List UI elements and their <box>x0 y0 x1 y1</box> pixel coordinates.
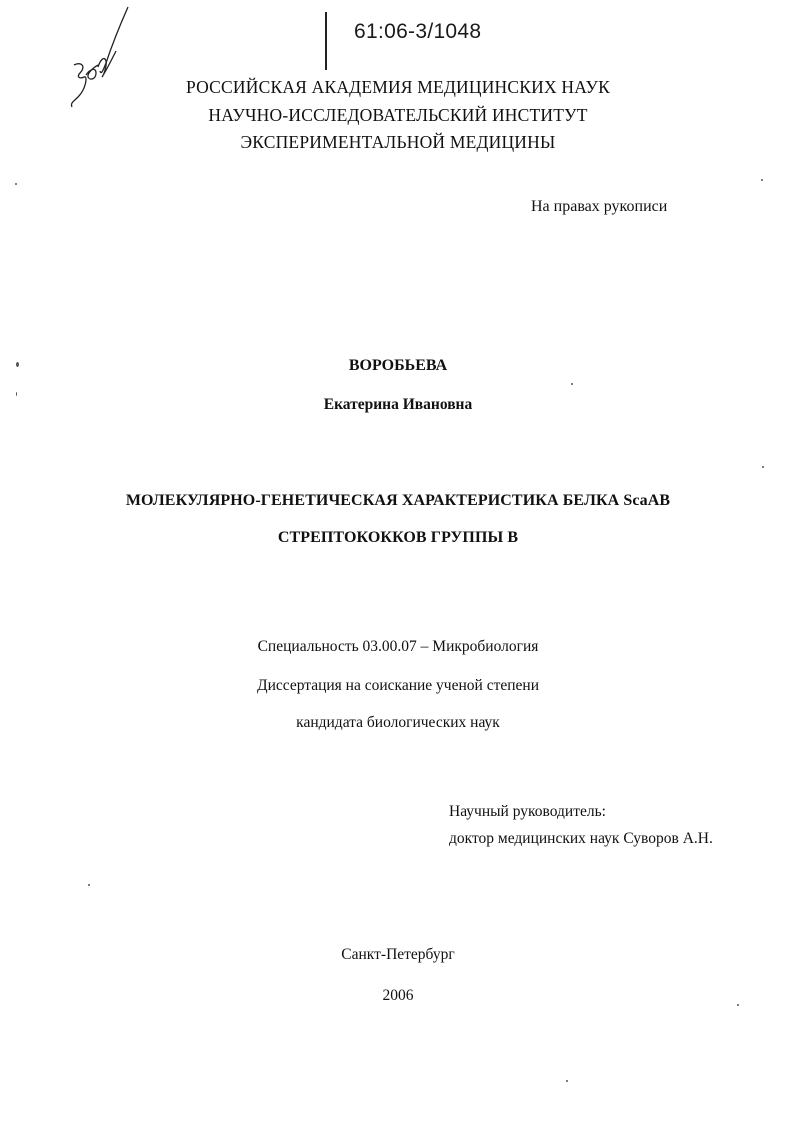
stamp-divider <box>325 12 327 70</box>
author-surname: ВОРОБЬЕВА <box>348 357 448 374</box>
organization-line-2: НАУЧНО-ИССЛЕДОВАТЕЛЬСКИЙ ИНСТИТУТ <box>208 105 588 125</box>
organization-line-1: РОССИЙСКАЯ АКАДЕМИЯ МЕДИЦИНСКИХ НАУК <box>185 77 610 97</box>
supervisor-name: доктор медицинских наук Суворов А.Н. <box>449 830 713 847</box>
specialty: Специальность 03.00.07 – Микробиология <box>257 638 539 655</box>
organization-line-3: ЭКСПЕРИМЕНТАЛЬНОЙ МЕДИЦИНЫ <box>240 132 556 152</box>
supervisor-label: Научный руководитель: <box>449 803 606 820</box>
scan-speck <box>16 362 19 367</box>
thesis-title-line-2: СТРЕПТОКОККОВ ГРУППЫ В <box>277 529 519 546</box>
scan-speck <box>761 179 763 181</box>
scan-speck <box>762 466 764 468</box>
rights-note: На правах рукописи <box>531 198 668 215</box>
scan-speck <box>88 884 90 886</box>
scan-speck <box>15 183 17 185</box>
author-given-names: Екатерина Ивановна <box>323 396 473 413</box>
thesis-title-line-1: МОЛЕКУЛЯРНО-ГЕНЕТИЧЕСКАЯ ХАРАКТЕРИСТИКА БЕЛКА ScaAB <box>125 492 671 509</box>
scan-speck <box>16 392 17 396</box>
year: 2006 <box>382 987 414 1004</box>
degree-line-1: Диссертация на соискание ученой степени <box>257 677 539 694</box>
city: Санкт-Петербург <box>341 946 455 963</box>
scan-speck <box>737 1004 739 1006</box>
scan-speck <box>571 383 573 385</box>
scan-speck <box>566 1080 568 1082</box>
degree-line-2: кандидата биологических наук <box>296 714 500 731</box>
archive-stamp: 61:06-3/1048 <box>354 20 482 43</box>
